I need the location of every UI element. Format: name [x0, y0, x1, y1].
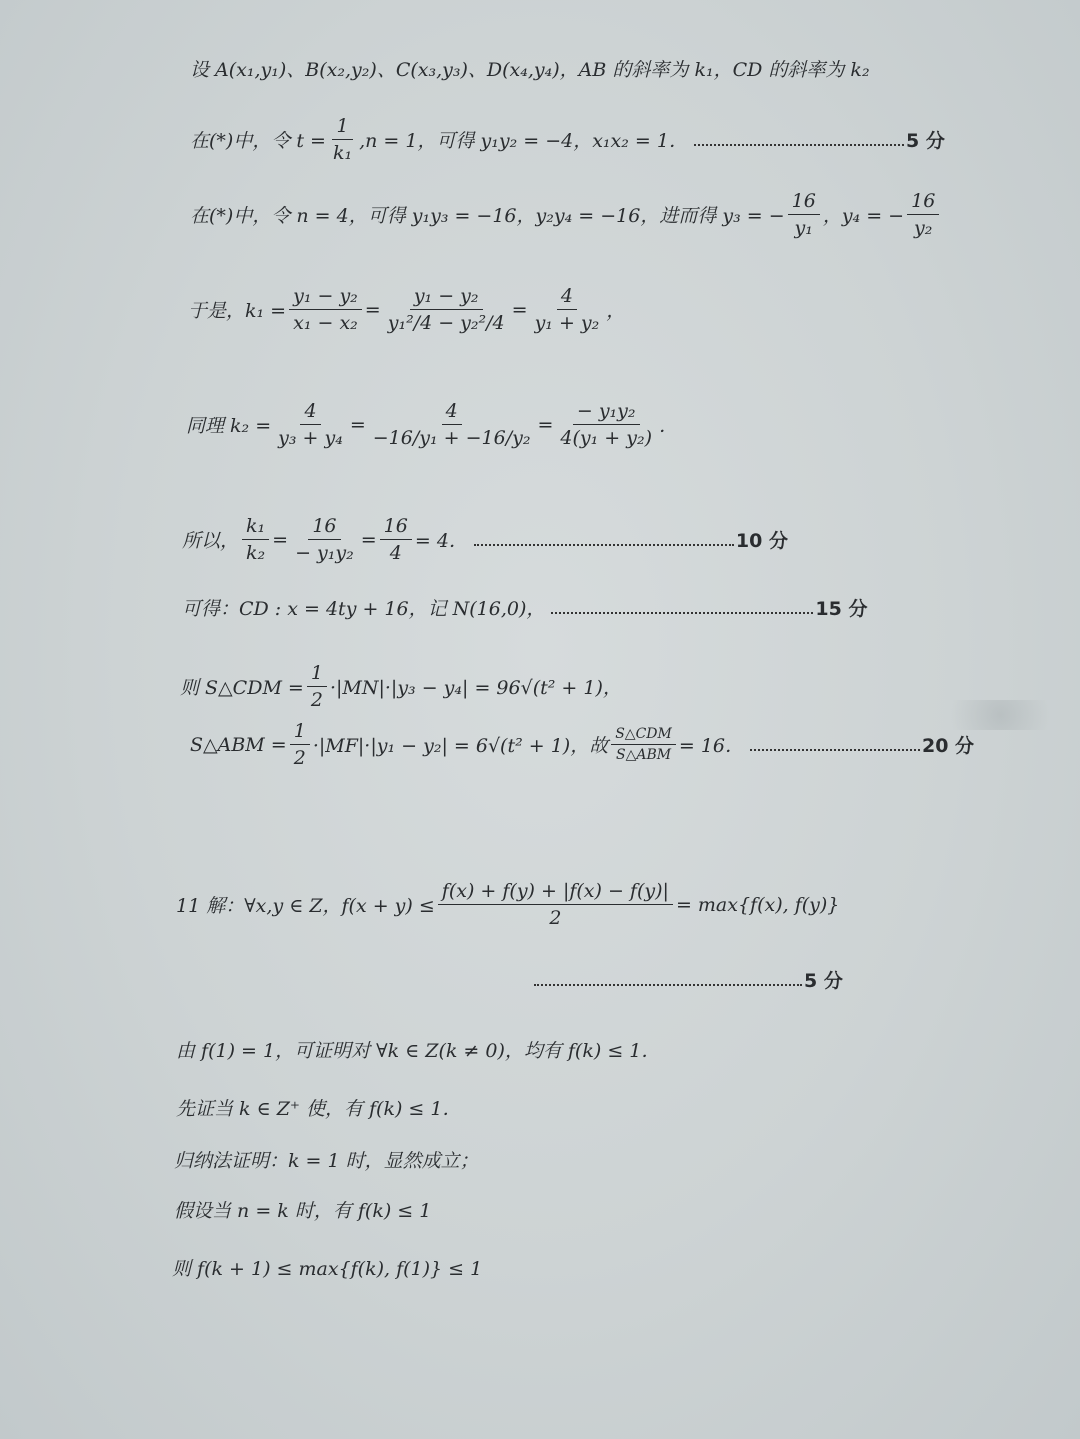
point-definitions-text: 设 A(x₁,y₁)、B(x₂,y₂)、C(x₃,y₃)、D(x₄,y₄)，AB 的斜率为 k₁，CD 的斜率为 k₂ — [190, 59, 870, 81]
fraction-k1-over-k2 — [242, 515, 269, 564]
fraction-denominator: y₁²/4 − y₂²/4 — [387, 312, 505, 334]
fraction-numerator: 1 — [307, 662, 327, 687]
line-k1-derivation — [188, 285, 625, 334]
fraction-numerator: 1 — [290, 720, 310, 745]
fraction-denominator: y₁ + y₂ — [534, 312, 600, 334]
score-20: 20 分 — [922, 735, 975, 757]
fraction-numerator: y₁ − y₂ — [410, 285, 483, 310]
fraction-denominator: S△ABM — [615, 747, 672, 763]
fraction-denominator: y₁ — [794, 217, 813, 239]
fraction-max-formula — [438, 880, 673, 929]
fraction-denominator: x₁ − x₂ — [293, 312, 358, 334]
ratio-lead: 所以， — [182, 530, 240, 552]
fraction-numerator: 4 — [557, 285, 577, 310]
fraction-numerator: k₁ — [242, 515, 269, 540]
line-k2-derivation — [186, 400, 678, 449]
fraction-numerator: 16 — [380, 515, 412, 540]
line-positive-case — [176, 1094, 461, 1121]
area-cdm-result: ·|MN|·|y₃ − y₄| = 96√(t² + 1)， — [329, 677, 622, 699]
k2-end: ． — [659, 415, 679, 437]
claim-text: 由 f(1) = 1，可证明对 ∀k ∈ Z(k ≠ 0)，均有 f(k) ≤ 1． — [176, 1040, 661, 1062]
line-induction-hypothesis — [174, 1196, 431, 1223]
line-cd-equation — [182, 594, 867, 621]
dotted-leader — [474, 544, 734, 546]
score-15: 15 分 — [815, 598, 868, 620]
fraction-denominator: k₁ — [332, 142, 353, 164]
fraction-denominator: − y₁y₂ — [295, 542, 354, 564]
area-abm-lead: S△ABM = — [190, 733, 287, 756]
fraction-numerator: S△CDM — [611, 726, 676, 745]
fraction-one-half — [307, 662, 327, 711]
substitution-n-mid: ，y₄ = − — [822, 205, 905, 227]
fraction-numerator: 16 — [308, 515, 340, 540]
fraction-numerator: 4 — [300, 400, 320, 425]
k1-end: ， — [606, 300, 626, 322]
score-5: 5 分 — [905, 130, 945, 152]
line-substitution-n — [190, 190, 942, 239]
fraction-denominator: k₂ — [246, 542, 266, 564]
line-claim — [176, 1036, 660, 1063]
dotted-leader — [534, 984, 802, 986]
induction-step-text: 则 f(k + 1) ≤ max{f(k), f(1)} ≤ 1 — [172, 1258, 483, 1280]
score-10: 10 分 — [735, 530, 788, 552]
fraction-numerator: 16 — [907, 190, 939, 215]
equals-sign: = — [364, 298, 381, 321]
line-problem-11 — [176, 880, 839, 929]
fraction-denominator: 2 — [310, 689, 323, 711]
line-induction-step — [172, 1254, 482, 1281]
problem-11-lead: 11 解：∀x,y ∈ Z，f(x + y) ≤ — [176, 895, 435, 917]
equals-sign: = — [349, 413, 366, 436]
equals-sign: = — [537, 413, 554, 436]
cd-equation-text: 可得：CD : x = 4ty + 16，记 N(16,0)， — [182, 598, 546, 620]
line-substitution-t — [190, 115, 945, 164]
fraction-numerator: 16 — [788, 190, 820, 215]
fraction-denominator: 4 — [389, 542, 402, 564]
fraction-numerator: − y₁y₂ — [573, 400, 640, 425]
fraction-denominator: 4(y₁ + y₂) — [560, 427, 653, 449]
equals-sign: = — [511, 298, 528, 321]
line-induction-base — [174, 1146, 479, 1173]
score-5: 5 分 — [804, 970, 843, 992]
fraction-numerator: f(x) + f(y) + |f(x) − f(y)| — [438, 880, 673, 905]
fraction-numerator: 4 — [442, 400, 462, 425]
fraction-ratio-step2 — [291, 515, 358, 564]
area-abm-result: ·|MF|·|y₁ − y₂| = 6√(t² + 1)，故 — [312, 735, 609, 757]
dotted-leader — [694, 144, 904, 146]
fraction-k2-step3 — [556, 400, 656, 449]
fraction-numerator: y₁ − y₂ — [289, 285, 362, 310]
fraction-k1-step1 — [289, 285, 362, 334]
fraction-one-half — [290, 720, 310, 769]
induction-hypothesis-text: 假设当 n = k 时，有 f(k) ≤ 1 — [174, 1200, 432, 1222]
line-k-ratio — [182, 515, 788, 564]
fraction-denominator: y₃ + y₄ — [278, 427, 343, 449]
fraction-denominator: y₂ — [914, 217, 933, 239]
dotted-leader — [551, 612, 813, 614]
fraction-k1-step2 — [384, 285, 509, 334]
fraction-16-over-y1 — [788, 190, 820, 239]
equals-sign: = — [272, 528, 289, 551]
fraction-denominator: 2 — [293, 747, 306, 769]
fraction-denominator: 2 — [549, 907, 562, 929]
area-ratio-result: = 16． — [678, 735, 744, 757]
fraction-ratio-step3 — [380, 515, 412, 564]
equals-sign: = — [360, 528, 377, 551]
dotted-leader — [750, 749, 920, 751]
substitution-t-result: ,n = 1，可得 y₁y₂ = −4，x₁x₂ = 1． — [359, 130, 688, 152]
line-point-definitions — [190, 55, 870, 82]
problem-11-max: = max{f(x), f(y)} — [675, 893, 840, 916]
fraction-one-over-k1 — [329, 115, 356, 164]
k1-lead: 于是，k₁ = — [188, 300, 287, 322]
induction-base-text: 归纳法证明：k = 1 时，显然成立； — [174, 1150, 479, 1172]
fraction-area-ratio — [611, 726, 676, 763]
substitution-t-text: 在(*)中，令 t = — [190, 130, 326, 152]
positive-case-text: 先证当 k ∈ Z⁺ 使，有 f(k) ≤ 1． — [176, 1098, 462, 1120]
substitution-n-text: 在(*)中，令 n = 4，可得 y₁y₃ = −16，y₂y₄ = −16，进而得 y₃ = − — [190, 205, 785, 227]
fraction-denominator: −16/y₁ + −16/y₂ — [372, 427, 531, 449]
fraction-k1-step3 — [531, 285, 604, 334]
fraction-k2-step1 — [274, 400, 347, 449]
ratio-result: = 4． — [414, 530, 468, 552]
line-score-5-second — [528, 966, 843, 993]
area-cdm-lead: 则 S△CDM = — [180, 677, 304, 699]
line-area-abm — [190, 720, 974, 769]
line-area-cdm — [180, 662, 622, 711]
k2-lead: 同理 k₂ = — [186, 415, 272, 437]
fraction-k2-step2 — [369, 400, 535, 449]
fraction-numerator: 1 — [332, 115, 352, 140]
fraction-16-over-y2 — [907, 190, 939, 239]
